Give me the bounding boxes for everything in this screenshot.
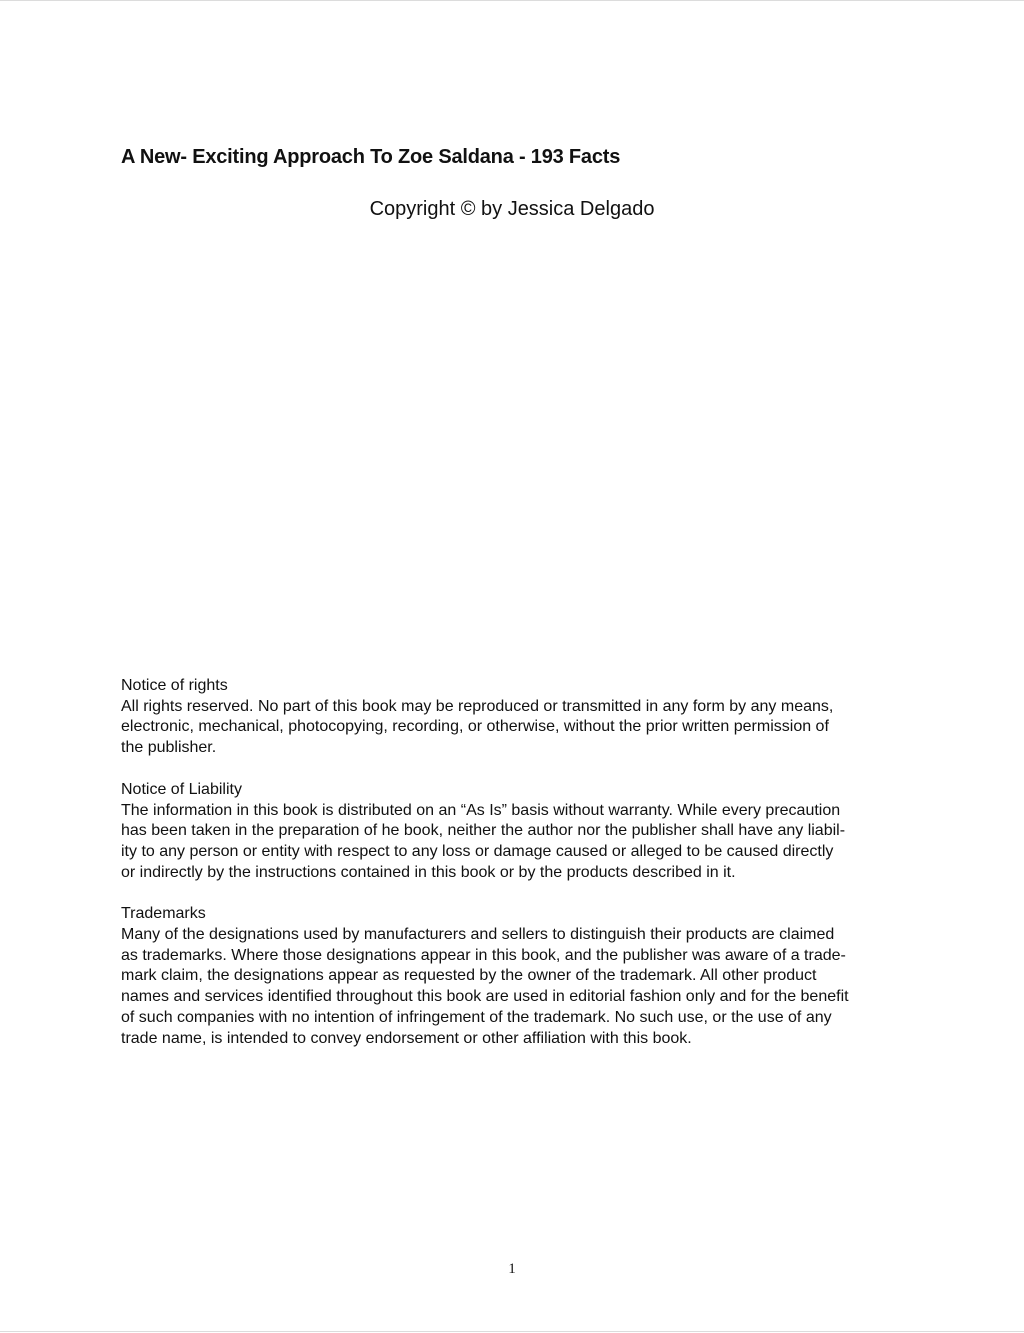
trademarks-section bbox=[121, 904, 911, 1049]
paragraph-line: The information in this book is distributed on an “As Is” basis without warranty. While every precaution bbox=[121, 801, 841, 819]
paragraph-line: mark claim, the designations appear as requested by the owner of the trademark. All other product bbox=[121, 967, 817, 985]
paragraph-line: names and services identified throughout this book are used in editorial fashion only and for the benefit bbox=[121, 988, 849, 1006]
paragraph-line: as trademarks. Where those designations appear in this book, and the publisher was aware of a trade- bbox=[121, 946, 846, 964]
paragraph-line: or indirectly by the instructions contained in this book or by the products described in it. bbox=[121, 863, 736, 881]
book-title: A New- Exciting Approach To Zoe Saldana - 193 Facts bbox=[121, 146, 621, 168]
notice-of-rights-section bbox=[121, 676, 911, 759]
notice-of-liability-section bbox=[121, 780, 911, 884]
paragraph-line: Many of the designations used by manufacturers and sellers to distinguish their products are claimed bbox=[121, 926, 835, 944]
legal-notices bbox=[121, 676, 911, 1070]
page-number: 1 bbox=[508, 1261, 516, 1277]
section-heading: Trademarks bbox=[121, 905, 206, 923]
paragraph-line: the publisher. bbox=[121, 739, 217, 757]
paragraph-line: electronic, mechanical, photocopying, recording, or otherwise, without the prior written permission of bbox=[121, 718, 829, 736]
section-heading: Notice of Liability bbox=[121, 780, 242, 798]
paragraph-line: of such companies with no intention of infringement of the trademark. No such use, or the use of any bbox=[121, 1008, 832, 1026]
paragraph-line: ity to any person or entity with respect to any loss or damage caused or alleged to be caused directly bbox=[121, 842, 834, 860]
paragraph-line: All rights reserved. No part of this book may be reproduced or transmitted in any form by any means, bbox=[121, 697, 834, 715]
paragraph-line: trade name, is intended to convey endorsement or other affiliation with this book. bbox=[121, 1029, 692, 1047]
paragraph-line: has been taken in the preparation of he book, neither the author nor the publisher shall have any liabil- bbox=[121, 822, 846, 840]
copyright-line: Copyright © by Jessica Delgado bbox=[369, 198, 655, 220]
page-bottom-border bbox=[0, 1331, 1024, 1332]
section-heading: Notice of rights bbox=[121, 677, 228, 694]
page-top-border bbox=[0, 0, 1024, 1]
